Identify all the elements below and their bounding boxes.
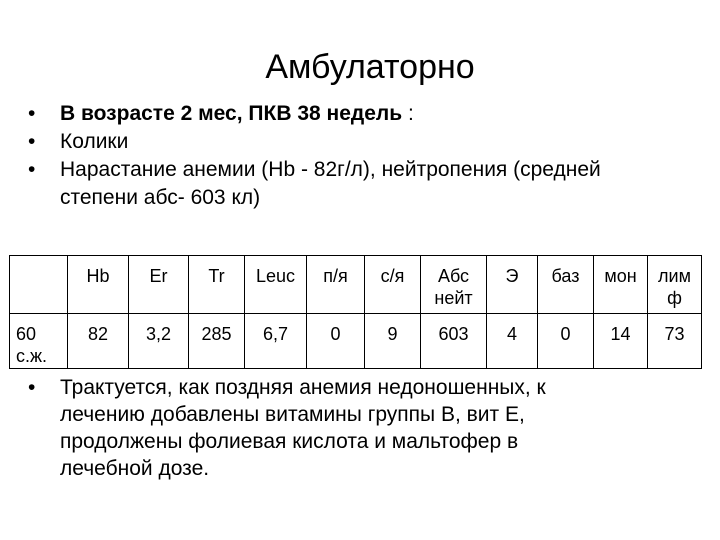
bullet-item-colic (28, 128, 698, 156)
table-cell: 0 (307, 314, 365, 369)
table-header-row (10, 256, 702, 314)
table-header-cell: п/я (307, 256, 365, 314)
table-header-cell: Э (487, 256, 538, 314)
table-cell: 82 (68, 314, 129, 369)
table-cell: 9 (365, 314, 421, 369)
anemia-text-line1: Нарастание анемии (Hb - 82г/л), нейтропения (средней (60, 158, 601, 181)
table-cell: 73 (648, 314, 702, 369)
bullet-dot: • (28, 102, 36, 125)
table-header-cell: баз (538, 256, 594, 314)
anemia-text-line2: степени абс- 603 кл) (60, 186, 261, 209)
table-cell: 4 (487, 314, 538, 369)
table-header-cell: Абс нейт (421, 256, 487, 314)
table-cell: 603 (421, 314, 487, 369)
table-cell: 6,7 (245, 314, 307, 369)
bullet-list (28, 100, 698, 212)
bullet-dot: • (28, 130, 36, 153)
table-cell: 14 (594, 314, 648, 369)
table-header-cell: лим ф (648, 256, 702, 314)
bullet-item-anemia (28, 156, 698, 212)
bullet-item-conclusion (28, 374, 668, 482)
conclusion-line-4: лечебной дозе. (60, 457, 210, 480)
bullet-dot: • (28, 376, 36, 399)
table-cell: 285 (189, 314, 245, 369)
table-header-cell: с/я (365, 256, 421, 314)
table-cell: 0 (538, 314, 594, 369)
bullet-dot: • (28, 158, 36, 181)
conclusion-list (28, 374, 668, 482)
table-header-cell: мон (594, 256, 648, 314)
conclusion-line-1: Трактуется, как поздняя анемия недоношенных, к (60, 376, 546, 399)
age-text-bold: В возрасте 2 мес, ПКВ 38 недель (60, 102, 403, 125)
bullet-item-age (28, 100, 698, 128)
table-row (10, 314, 702, 369)
age-text-rest: : (402, 102, 414, 125)
conclusion-line-3: продолжены фолиевая кислота и мальтофер в (60, 430, 519, 453)
colic-text: Колики (60, 130, 129, 153)
table-cell: 60 с.ж. (10, 314, 68, 369)
conclusion-line-2: лечению добавлены витамины группы В, вит Е, (60, 403, 525, 426)
blood-test-table (9, 255, 702, 369)
table-header-cell (10, 256, 68, 314)
slide-title (0, 47, 720, 87)
title-text: Амбулаторно (265, 48, 475, 86)
table-header-cell: Er (129, 256, 189, 314)
table-header-cell: Hb (68, 256, 129, 314)
table-cell: 3,2 (129, 314, 189, 369)
table-header-cell: Tr (189, 256, 245, 314)
table-header-cell: Leuc (245, 256, 307, 314)
